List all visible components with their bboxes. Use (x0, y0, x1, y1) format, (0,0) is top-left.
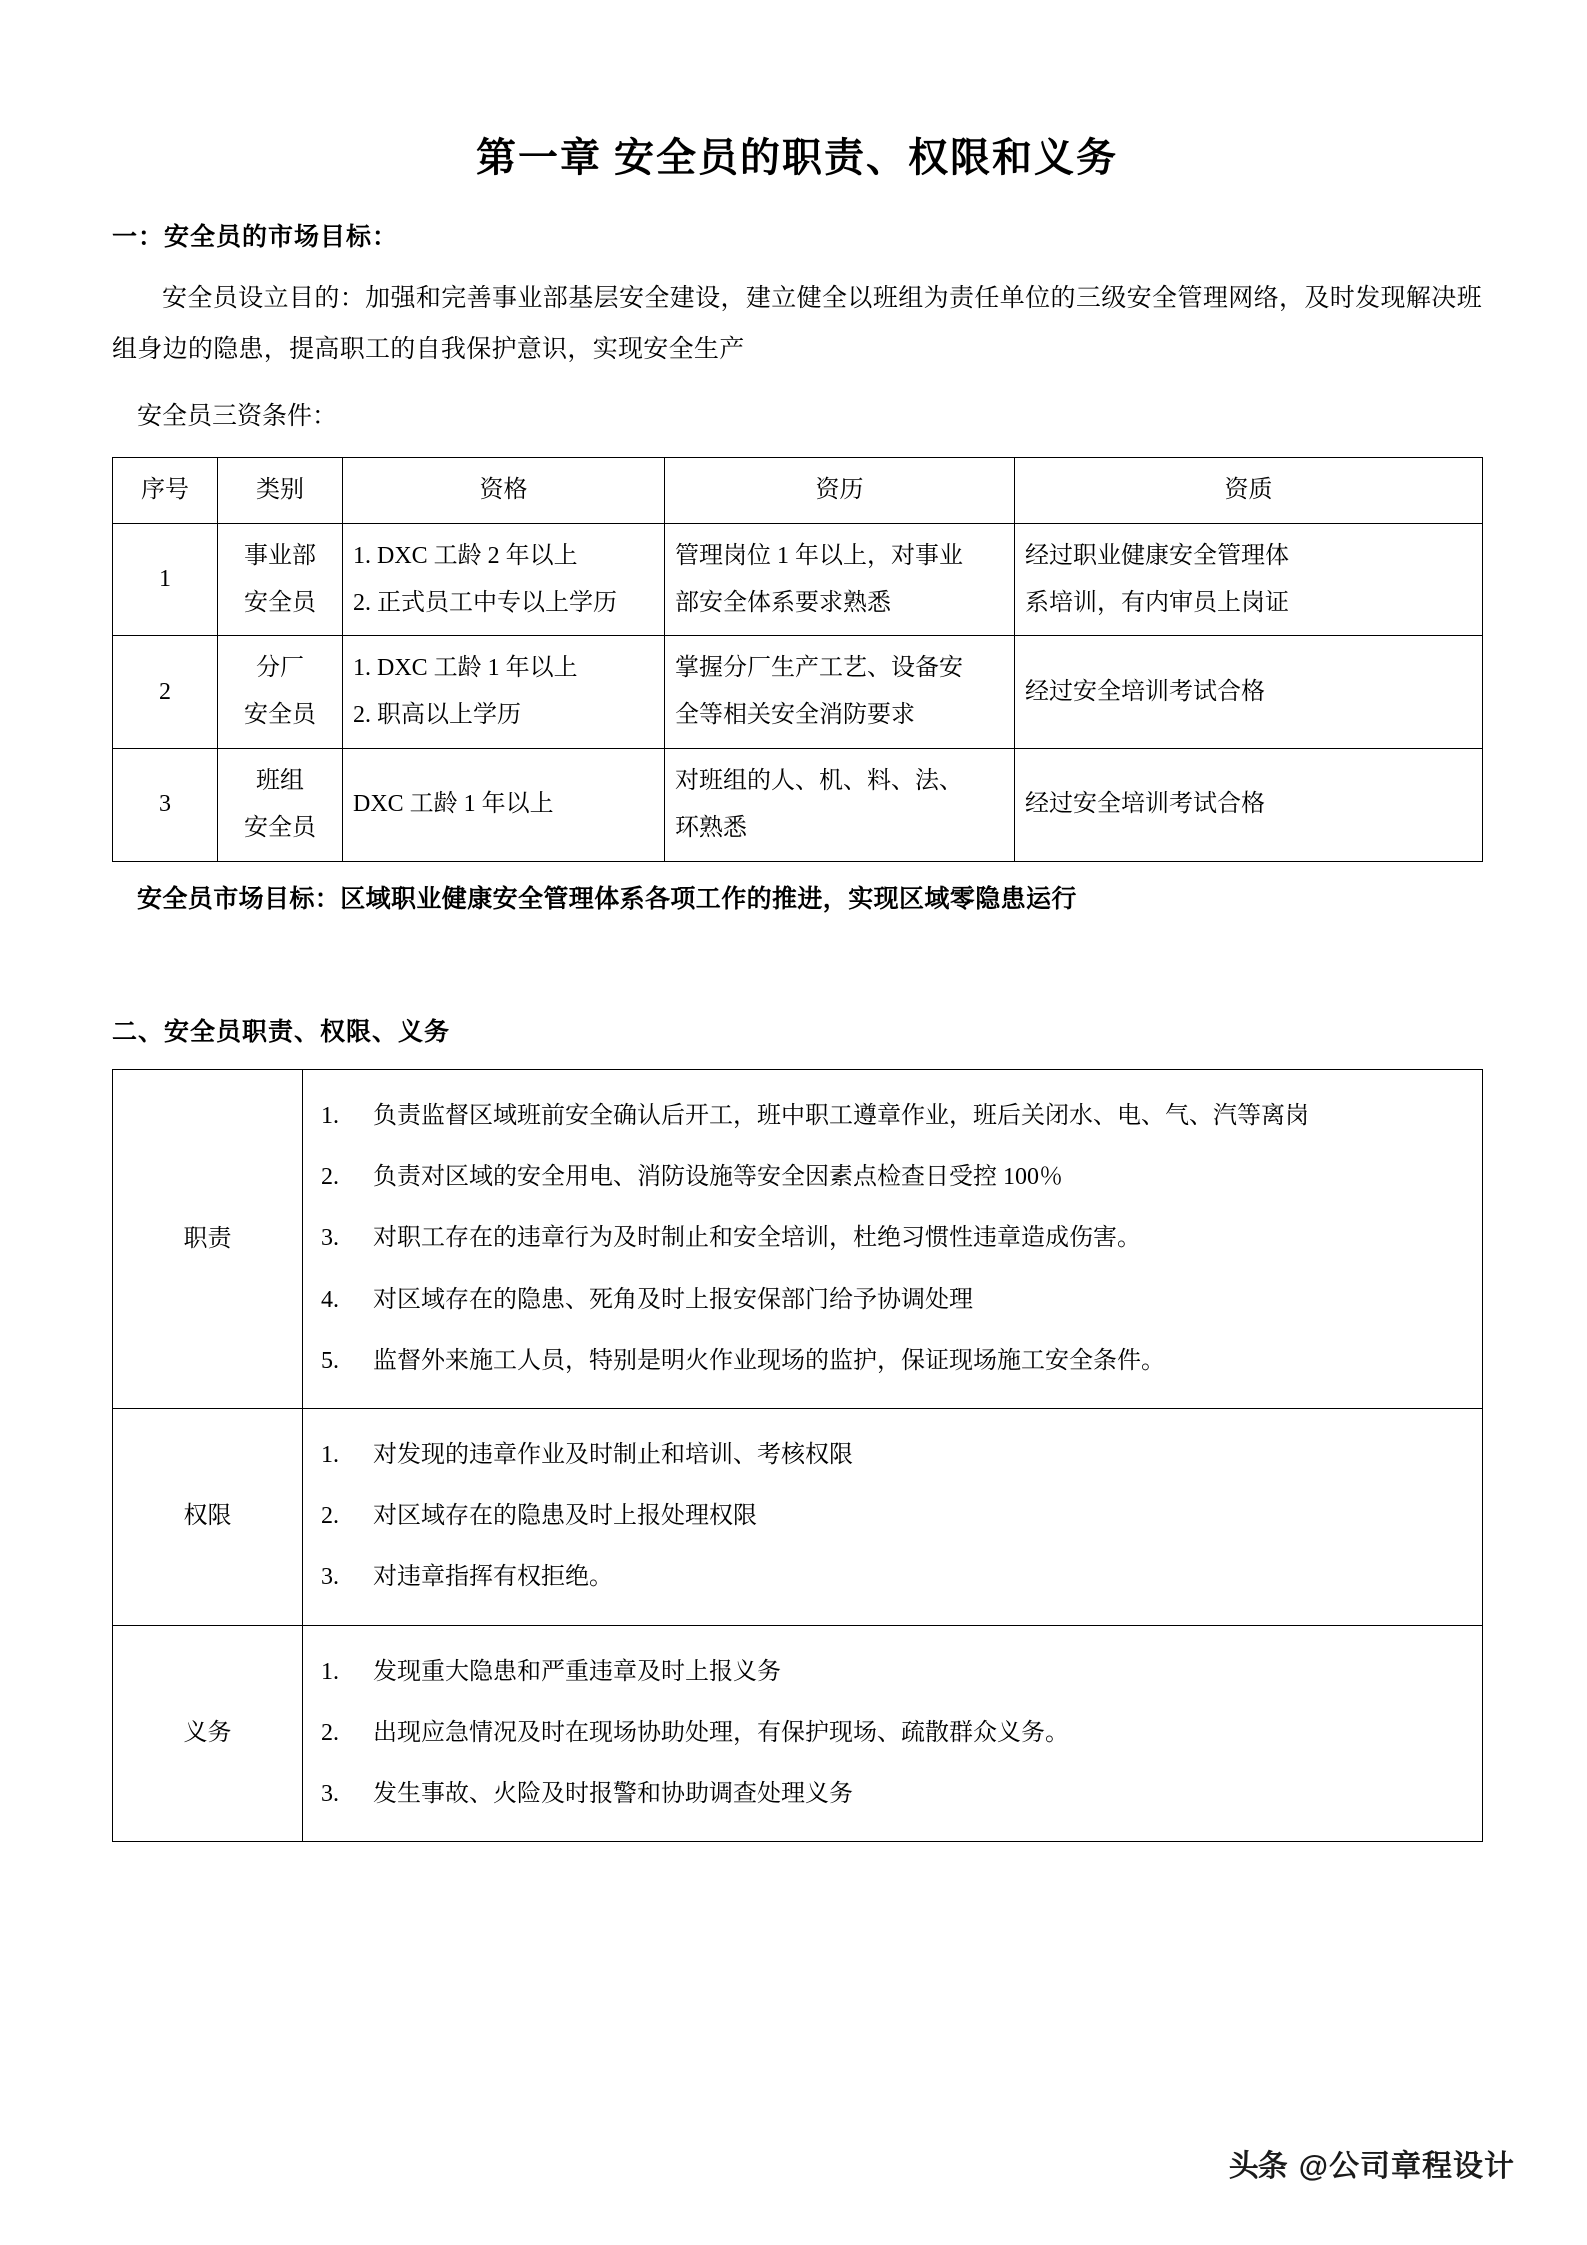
list-item: 对区域存在的隐患及时上报处理权限 (373, 1503, 757, 1530)
row-label-duties: 职责 (113, 1070, 303, 1409)
cell-duties-list (303, 1070, 1483, 1409)
section-spacer (112, 920, 1482, 978)
qualification-table (112, 457, 1483, 862)
list-item: 对职工存在的违章行为及时制止和安全培训，杜绝习惯性违章造成伤害。 (373, 1225, 1141, 1252)
row-label-authority: 权限 (113, 1409, 303, 1626)
list-item: 发现重大隐患和严重违章及时上报义务 (373, 1658, 781, 1685)
obligation-list (321, 1642, 1468, 1826)
list-item: 监督外来施工人员，特别是明火作业现场的监护，保证现场施工安全条件。 (373, 1347, 1165, 1374)
authority-list (321, 1425, 1468, 1609)
cell-obligations-list (303, 1625, 1483, 1842)
column-header-experience: 资历 (665, 458, 1015, 524)
column-header-qualification: 资格 (343, 458, 665, 524)
watermark-logo: 头条 (1228, 2150, 1287, 2183)
cell-certification: 经过安全培训考试合格 (1015, 636, 1483, 749)
table-row (113, 636, 1483, 749)
column-header-index: 序号 (113, 458, 218, 524)
cell-index: 3 (113, 748, 218, 861)
list-item: 负责监督区域班前安全确认后开工，班中职工遵章作业，班后关闭水、电、气、汽等离岗 (373, 1103, 1309, 1130)
table-row (113, 1409, 1483, 1626)
list-item: 发生事故、火险及时报警和协助调查处理义务 (373, 1780, 853, 1807)
cell-qualification: 1. DXC 工龄 1 年以上 2. 职高以上学历 (343, 636, 665, 749)
cell-index: 2 (113, 636, 218, 749)
table-row (113, 748, 1483, 861)
duty-table (112, 1069, 1483, 1842)
cell-qualification: DXC 工龄 1 年以上 (343, 748, 665, 861)
table-row (113, 1625, 1483, 1842)
market-goal-note: 安全员市场目标：区域职业健康安全管理体系各项工作的推进，实现区域零隐患运行 (137, 885, 1077, 913)
column-header-category: 类别 (218, 458, 343, 524)
section-one-heading: 一：安全员的市场目标： (112, 224, 399, 251)
cell-category: 事业部 安全员 (218, 523, 343, 636)
table-header-row (113, 458, 1483, 524)
column-header-certification: 资质 (1015, 458, 1483, 524)
cell-certification: 经过职业健康安全管理体 系培训，有内审员上岗证 (1015, 523, 1483, 636)
page-title: 第一章 安全员的职责、权限和义务 (476, 135, 1118, 180)
row-label-obligations: 义务 (113, 1625, 303, 1842)
cell-experience: 对班组的人、机、料、法、 环熟悉 (665, 748, 1015, 861)
qualification-table-intro: 安全员三资条件： (137, 403, 338, 430)
list-item: 负责对区域的安全用电、消防设施等安全因素点检查日受控 100％ (373, 1164, 1063, 1191)
cell-experience: 掌握分厂生产工艺、设备安 全等相关安全消防要求 (665, 636, 1015, 749)
duty-list (321, 1086, 1468, 1392)
list-item: 出现应急情况及时在现场协助处理，有保护现场、疏散群众义务。 (373, 1719, 1069, 1746)
cell-authority-list (303, 1409, 1483, 1626)
list-item: 对发现的违章作业及时制止和培训、考核权限 (373, 1442, 853, 1469)
page-content (112, 0, 1482, 1842)
watermark (1229, 2141, 1515, 2185)
cell-category: 班组 安全员 (218, 748, 343, 861)
table-row (113, 1070, 1483, 1409)
cell-index: 1 (113, 523, 218, 636)
watermark-text: @公司章程设计 (1298, 2150, 1515, 2183)
cell-experience: 管理岗位 1 年以上，对事业 部安全体系要求熟悉 (665, 523, 1015, 636)
cell-certification: 经过安全培训考试合格 (1015, 748, 1483, 861)
list-item: 对区域存在的隐患、死角及时上报安保部门给予协调处理 (373, 1286, 973, 1313)
cell-category: 分厂 安全员 (218, 636, 343, 749)
table-row (113, 523, 1483, 636)
purpose-paragraph: 安全员设立目的：加强和完善事业部基层安全建设，建立健全以班组为责任单位的三级安全管理网络，及时发现解决班组身边的隐患，提高职工的自我保护意识，实现安全生产 (112, 284, 1482, 363)
cell-qualification: 1. DXC 工龄 2 年以上 2. 正式员工中专以上学历 (343, 523, 665, 636)
section-two-heading: 二、安全员职责、权限、义务 (112, 1018, 451, 1046)
list-item: 对违章指挥有权拒绝。 (373, 1564, 613, 1591)
